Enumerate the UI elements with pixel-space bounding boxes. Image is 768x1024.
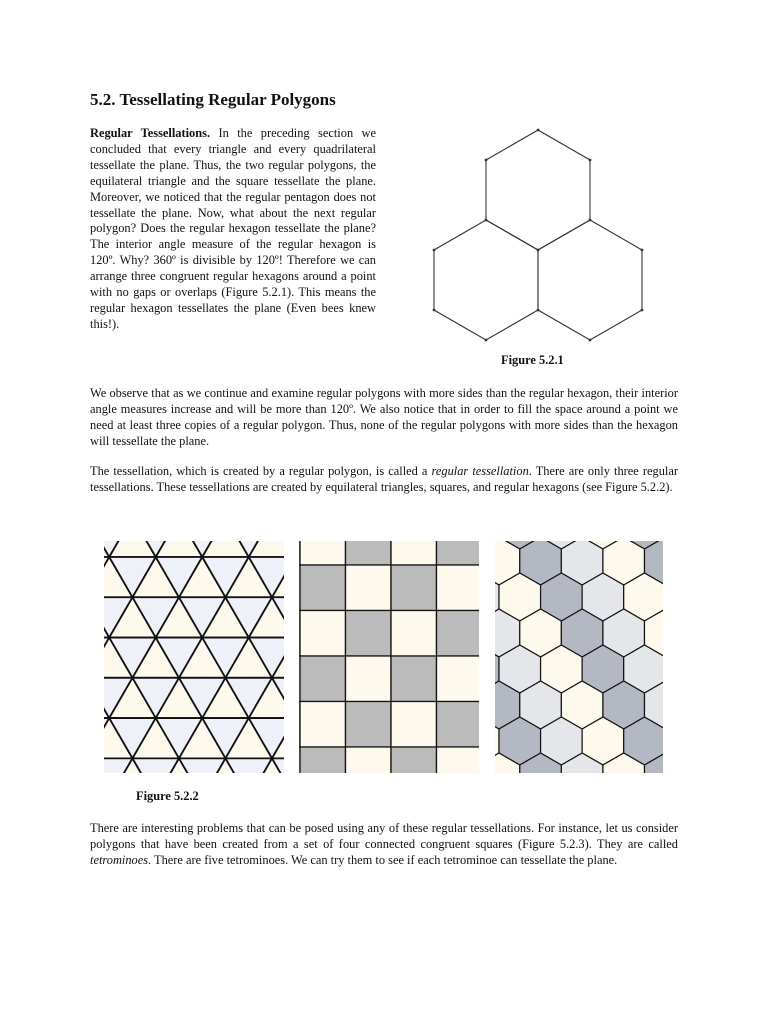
hexagon-top — [486, 130, 590, 250]
square-tile — [437, 656, 480, 702]
square-tile — [391, 611, 437, 657]
square-tile — [391, 541, 437, 565]
square-tile — [437, 611, 480, 657]
square-tile — [391, 747, 437, 773]
intro-text: In the preceding section we concluded that every triangle and every quadrilateral tessellate the plane. Thus, the two regular polygons, the equilateral triangle and the square tessellate the plane. Moreover, we noticed that the regular pentagon does not tessellate the plane. Now, what about the next regular polygon? Does the regular hexagon tessellate the plane? The interior angle measure of the regular hexagon is 120º. Why? 360º is divisible by 120º! Therefore we can arrange three congruent regular hexagons around a point with no gaps or overlaps (Figure 5.2.1). This means the regular hexagon tessellates the plane (Even bees knew this!). — [90, 126, 377, 331]
intro-paragraph — [90, 126, 376, 333]
square-tile — [300, 702, 346, 748]
square-tile — [300, 565, 346, 611]
square-tile — [346, 565, 392, 611]
intro-lead: Regular Tessellations. — [90, 126, 211, 140]
square-tile — [391, 702, 437, 748]
paragraph-observation: We observe that as we continue and examine regular polygons with more sides than the regular hexagon, their interior angle measures increase and will be more than 120º. We also notice that in order to fill the space around a point we need at least three copies of a regular polygon. Thus, none of the regular polygons with more sides than the hexagon will tessellate the plane. — [90, 386, 678, 448]
hexagon-right — [538, 220, 642, 340]
square-tile — [437, 702, 480, 748]
square-tile — [391, 565, 437, 611]
hexagon-left — [434, 220, 538, 340]
hexagon-tiling — [495, 541, 663, 773]
paragraph-tetrominoes: There are interesting problems that can be posed using any of these regular tessellations. For instance, let us consider polygons that have been created from a set of four connected congruent squares (Figure 5.2.3). They are called tetrominoes. There are five tetrominoes. We can try them to see if each tetrominoe can tessellate the plane. — [90, 821, 678, 867]
square-tile — [346, 702, 392, 748]
square-tile — [437, 565, 480, 611]
square-tile — [300, 541, 346, 565]
square-tile — [300, 747, 346, 773]
square-tile — [346, 747, 392, 773]
figure-5-2-2-caption: Figure 5.2.2 — [136, 789, 199, 803]
square-tile — [300, 611, 346, 657]
figure-5-2-1-caption: Figure 5.2.1 — [501, 353, 564, 367]
square-tile — [437, 541, 480, 565]
square-tiling — [299, 541, 479, 773]
square-tile — [346, 656, 392, 702]
paragraph-regular-tessellation: The tessellation, which is created by a regular polygon, is called a regular tessellation. There are only three regular tessellations. These tessellations are created by equilateral triangles, squares, and regular hexagons (see Figure 5.2.2). — [90, 464, 678, 494]
square-tile — [391, 656, 437, 702]
square-tile — [346, 611, 392, 657]
square-tile — [346, 541, 392, 565]
square-tile — [300, 656, 346, 702]
section-heading: 5.2. Tessellating Regular Polygons — [90, 90, 336, 109]
figure-5-2-1-hexagons — [420, 125, 650, 350]
triangle-tiling — [104, 541, 284, 773]
square-tile — [437, 747, 480, 773]
term-tetrominoes: tetrominoes — [90, 853, 149, 867]
term-regular-tessellation: regular tessellation — [431, 464, 529, 478]
